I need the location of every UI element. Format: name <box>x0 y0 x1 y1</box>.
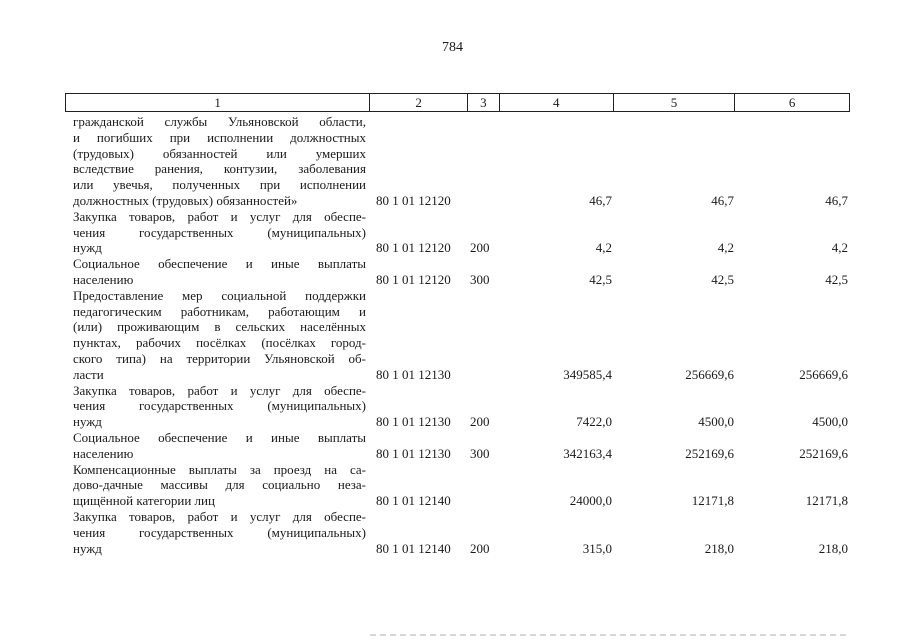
amount-col-4: 315,0 <box>582 540 612 556</box>
column-header-6: 6 <box>788 95 796 110</box>
amount-col-4: 349585,4 <box>563 366 612 382</box>
description-line: ского типа) на территории Ульяновской об- <box>73 350 366 366</box>
description-line: нужд <box>73 414 102 430</box>
table-row <box>65 430 850 462</box>
table-row <box>65 462 850 509</box>
description-line: Предоставление мер социальной поддержки <box>73 287 366 303</box>
description-line: нужд <box>73 540 102 556</box>
amount-col-5: 218,0 <box>704 540 734 556</box>
table-row <box>65 383 850 430</box>
description-line: ласти <box>73 366 104 382</box>
expense-type-code: 200 <box>470 240 490 256</box>
table-body <box>65 114 850 556</box>
target-article-code: 80 1 01 12140 <box>376 493 451 509</box>
amount-col-4: 46,7 <box>589 192 612 208</box>
amount-col-4: 342163,4 <box>563 445 612 461</box>
description-line: чения государственных (муниципальных) <box>73 524 366 540</box>
column-header-1: 1 <box>66 94 370 111</box>
row-description <box>65 114 370 209</box>
amount-col-4: 7422,0 <box>576 414 612 430</box>
row-description <box>65 209 370 256</box>
amount-col-6: 42,5 <box>825 271 848 287</box>
amount-col-4: 24000,0 <box>569 493 612 509</box>
amount-col-5: 256669,6 <box>685 366 734 382</box>
description-line: Компенсационные выплаты за проезд на са- <box>73 461 366 477</box>
amount-col-6: 4,2 <box>831 240 848 256</box>
target-article-code: 80 1 01 12120 <box>376 192 451 208</box>
amount-col-6: 218,0 <box>818 540 848 556</box>
column-header-3: 3 <box>468 94 500 111</box>
amount-col-6: 4500,0 <box>812 414 848 430</box>
description-line: гражданской службы Ульяновской области, <box>73 114 366 129</box>
description-line: Социальное обеспечение и иные выплаты <box>73 429 366 445</box>
column-header-4: 4 <box>500 94 614 111</box>
description-line: чения государственных (муниципальных) <box>73 398 366 414</box>
row-description <box>65 256 370 288</box>
description-line: (или) проживающим в сельских населённых <box>73 319 366 335</box>
description-line: населению <box>73 271 134 287</box>
row-description <box>65 383 370 430</box>
row-description <box>65 288 370 383</box>
description-line: (трудовых) обязанностей или умерших <box>73 145 366 161</box>
description-line: и погибших при исполнении должностных <box>73 129 366 145</box>
amount-col-5: 4500,0 <box>698 414 734 430</box>
table-row <box>65 256 850 288</box>
target-article-code: 80 1 01 12120 <box>376 240 451 256</box>
description-line: чения государственных (муниципальных) <box>73 224 366 240</box>
description-line: пунктах, рабочих посёлках (посёлках город- <box>73 335 366 351</box>
amount-col-5: 12171,8 <box>691 493 734 509</box>
table-row <box>65 114 850 209</box>
description-line: вследствие ранения, контузии, заболевания <box>73 161 366 177</box>
description-line: Закупка товаров, работ и услуг для обеспе- <box>73 508 366 524</box>
target-article-code: 80 1 01 12130 <box>376 366 451 382</box>
amount-col-5: 42,5 <box>711 271 734 287</box>
amount-col-6: 256669,6 <box>799 366 848 382</box>
amount-col-6: 12171,8 <box>805 493 848 509</box>
amount-col-5: 252169,6 <box>685 445 734 461</box>
amount-col-4: 42,5 <box>589 271 612 287</box>
target-article-code: 80 1 01 12130 <box>376 414 451 430</box>
expense-type-code: 300 <box>470 445 490 461</box>
page-number: 784 <box>442 40 463 55</box>
target-article-code: 80 1 01 12120 <box>376 271 451 287</box>
description-line: населению <box>73 445 134 461</box>
description-line: педагогическим работникам, работающим и <box>73 303 366 319</box>
description-line: дово-дачные массивы для социально неза- <box>73 477 366 493</box>
table-row <box>65 288 850 383</box>
description-line: щищённой категории лиц <box>73 493 215 509</box>
description-line: или увечья, полученных при исполнении <box>73 177 366 193</box>
amount-col-4: 4,2 <box>595 240 612 256</box>
amount-col-5: 4,2 <box>717 240 734 256</box>
row-description <box>65 509 370 556</box>
column-header-5: 5 <box>614 94 736 111</box>
expense-type-code: 200 <box>470 414 490 430</box>
expense-type-code: 200 <box>470 540 490 556</box>
row-description <box>65 430 370 462</box>
amount-col-6: 46,7 <box>825 192 848 208</box>
table-row <box>65 209 850 256</box>
target-article-code: 80 1 01 12140 <box>376 540 451 556</box>
description-line: Закупка товаров, работ и услуг для обеспе- <box>73 382 366 398</box>
description-line: должностных (трудовых) обязанностей» <box>73 192 298 208</box>
amount-col-5: 46,7 <box>711 192 734 208</box>
description-line: Социальное обеспечение и иные выплаты <box>73 256 366 272</box>
scan-artifact <box>370 634 850 636</box>
amount-col-6: 252169,6 <box>799 445 848 461</box>
target-article-code: 80 1 01 12130 <box>376 445 451 461</box>
table-header <box>65 93 850 112</box>
expense-type-code: 300 <box>470 271 490 287</box>
column-header-2: 2 <box>370 94 468 111</box>
row-description <box>65 462 370 509</box>
description-line: Закупка товаров, работ и услуг для обеспе- <box>73 208 366 224</box>
table-row <box>65 509 850 556</box>
description-line: нужд <box>73 240 102 256</box>
